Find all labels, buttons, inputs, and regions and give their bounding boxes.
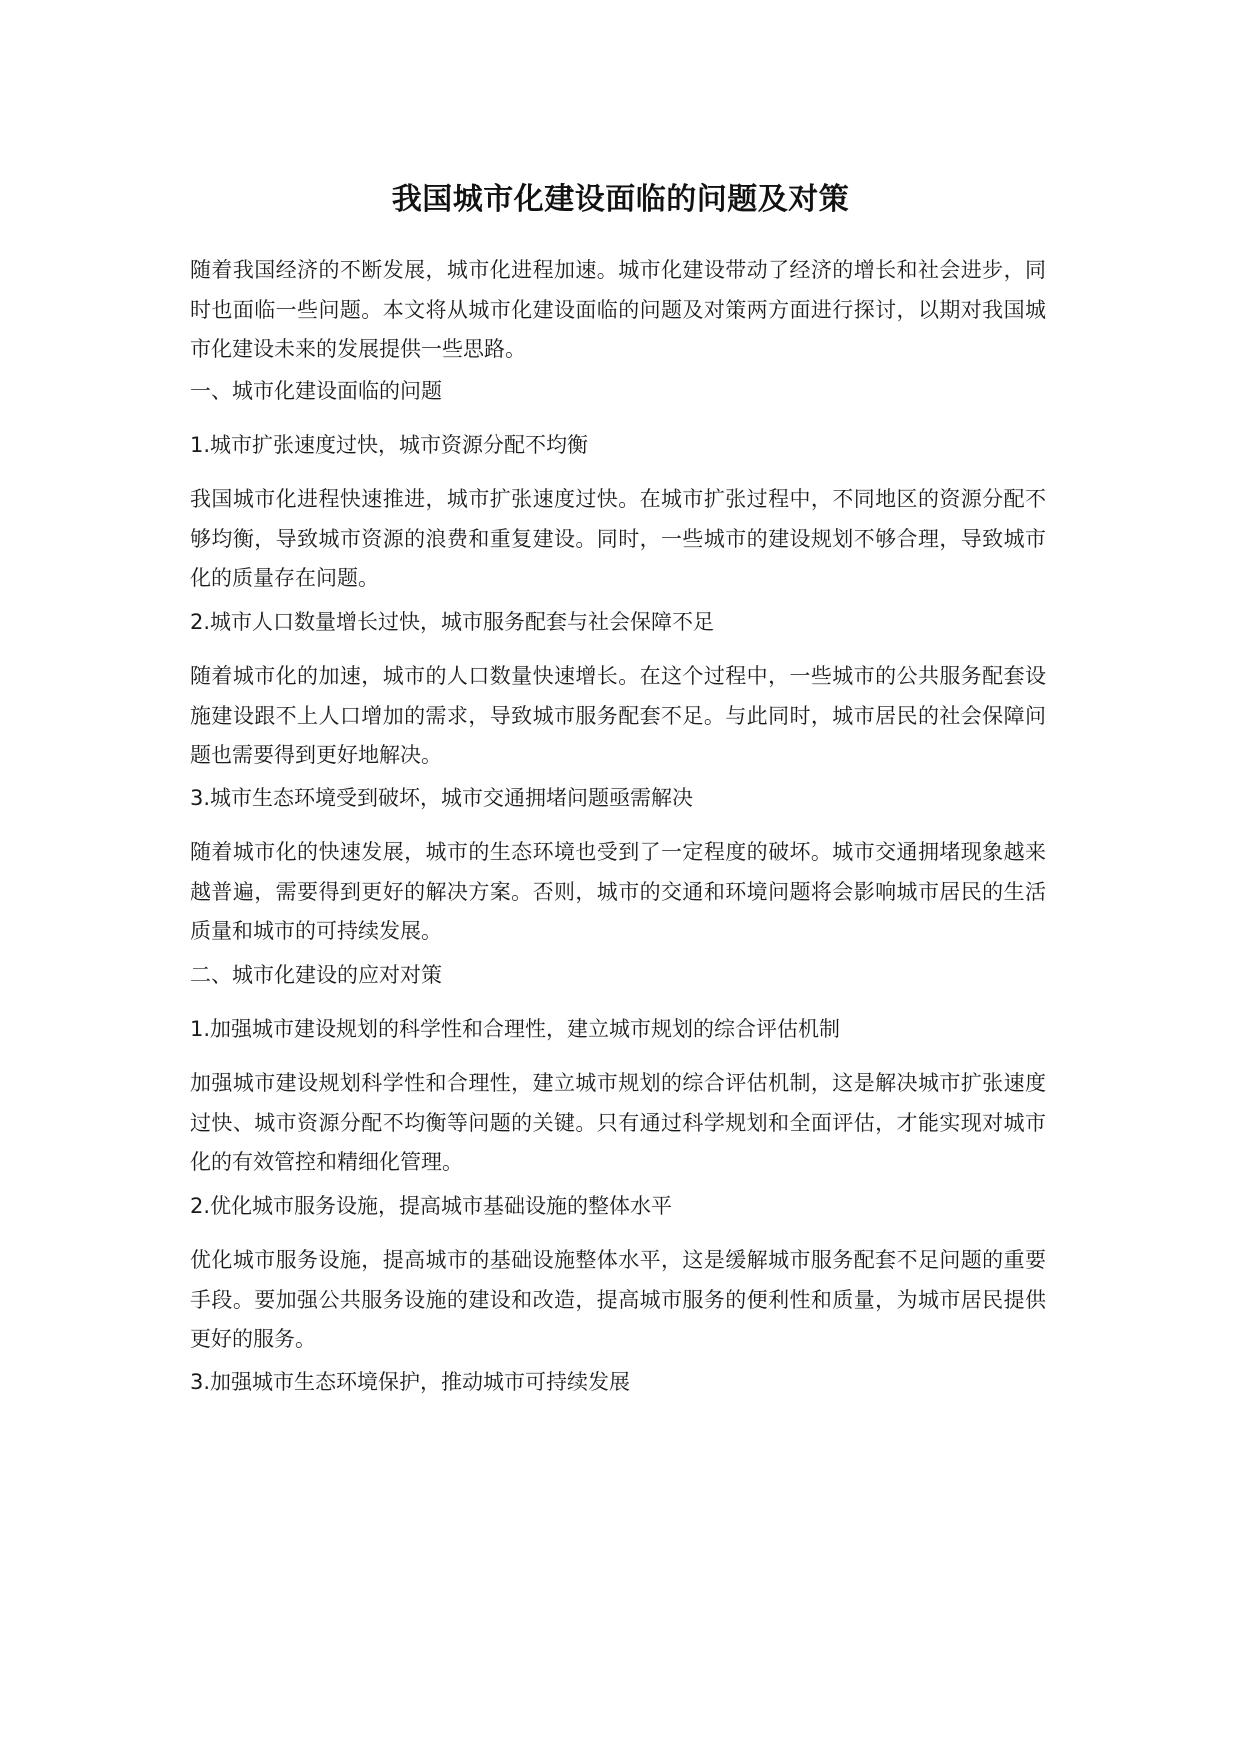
measure-1-heading: 1.加强城市建设规划的科学性和合理性，建立城市规划的综合评估机制 — [190, 1017, 841, 1041]
measure-2-paragraph: 优化城市服务设施，提高城市的基础设施整体水平，这是缓解城市服务配套不足问题的重要手段。要加强公共服务设施的建设和改造，提高城市服务的便利性和质量，为城市居民提供更好的服务。 — [190, 1248, 1046, 1351]
problem-2-heading: 2.城市人口数量增长过快，城市服务配套与社会保障不足 — [190, 610, 715, 634]
problem-3-heading: 3.城市生态环境受到破坏，城市交通拥堵问题亟需解决 — [190, 786, 694, 810]
intro-paragraph: 随着我国经济的不断发展，城市化进程加速。城市化建设带动了经济的增长和社会进步，同时也面临一些问题。本文将从城市化建设面临的问题及对策两方面进行探讨，以期对我国城市化建设未来的发展提供一些思路。 — [190, 258, 1046, 361]
section-heading-problems: 一、城市化建设面临的问题 — [190, 379, 442, 403]
section-heading-countermeasures: 二、城市化建设的应对对策 — [190, 963, 442, 987]
problem-2-paragraph: 随着城市化的加速，城市的人口数量快速增长。在这个过程中，一些城市的公共服务配套设施建设跟不上人口增加的需求，导致城市服务配套不足。与此同时，城市居民的社会保障问题也需要得到更好地解决。 — [190, 664, 1046, 767]
problem-1-paragraph: 我国城市化进程快速推进，城市扩张速度过快。在城市扩张过程中，不同地区的资源分配不够均衡，导致城市资源的浪费和重复建设。同时，一些城市的建设规划不够合理，导致城市化的质量存在问题。 — [190, 487, 1046, 590]
measure-2-heading: 2.优化城市服务设施，提高城市基础设施的整体水平 — [190, 1194, 673, 1218]
problem-3-paragraph: 随着城市化的快速发展，城市的生态环境也受到了一定程度的破坏。城市交通拥堵现象越来越普遍，需要得到更好的解决方案。否则，城市的交通和环境问题将会影响城市居民的生活质量和城市的可持续发展。 — [190, 840, 1046, 943]
document-title: 我国城市化建设面临的问题及对策 — [391, 182, 850, 217]
measure-3-heading: 3.加强城市生态环境保护，推动城市可持续发展 — [190, 1370, 631, 1394]
measure-1-paragraph: 加强城市建设规划科学性和合理性，建立城市规划的综合评估机制，这是解决城市扩张速度过快、城市资源分配不均衡等问题的关键。只有通过科学规划和全面评估，才能实现对城市化的有效管控和精细化管理。 — [190, 1071, 1046, 1174]
problem-1-heading: 1.城市扩张速度过快，城市资源分配不均衡 — [190, 433, 589, 457]
